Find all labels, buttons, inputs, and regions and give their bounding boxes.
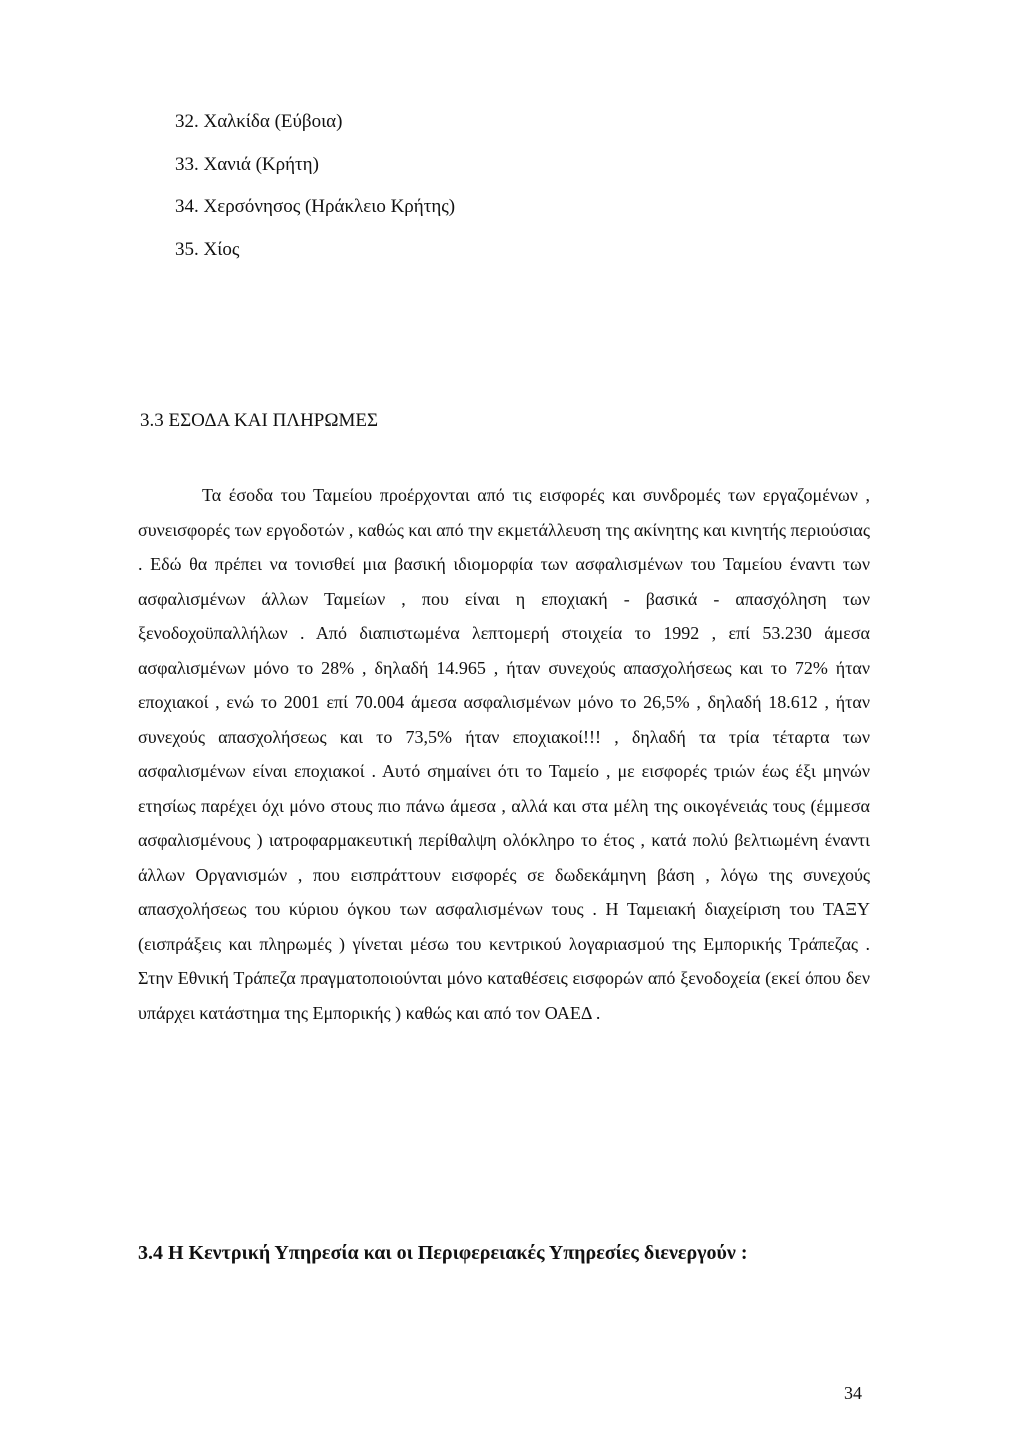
section-heading-2: 3.4 Η Κεντρική Υπηρεσία και οι Περιφερειακές Υπηρεσίες διενεργούν : xyxy=(138,1242,748,1264)
location-list xyxy=(175,112,455,282)
page-number: 34 xyxy=(844,1383,862,1403)
body-paragraph: Τα έσοδα του Ταμείου προέρχονται από τις εισφορές και συνδρομές των εργαζομένων , συνεισφορές των εργοδοτών , καθώς και από την εκμετάλλευση της ακίνητης και κινητής περιούσιας . Εδώ θα πρέπει να τονισθεί μια βασική ιδιομορφία των ασφαλισμένων του Ταμείου έναντι των ασφαλισμένων άλλων Ταμείων , που είναι η εποχιακή - βασικά - απασχόληση των ξενοδοχοϋπαλλήλων . Από διαπιστωμένα λεπτομερή στοιχεία το 1992 , επί 53.230 άμεσα ασφαλισμένων μόνο το 28% , δηλαδή 14.965 , ήταν συνεχούς απασχολήσεως και το 72% ήταν εποχιακοί , ενώ το 2001 επί 70.004 άμεσα ασφαλισμένων μόνο το 26,5% , δηλαδή 18.612 , ήταν συνεχούς απασχολήσεως και το 73,5% ήταν εποχιακοί!!! , δηλαδή τα τρία τέταρτα των ασφαλισμένων είναι εποχιακοί . Αυτό σημαίνει ότι το Ταμείο , με εισφορές τριών έως έξι μηνών ετησίως παρέχει όχι μόνο στους πιο πάνω άμεσα , αλλά και στα μέλη της οικογένειάς τους (έμμεσα ασφαλισμένους ) ιατροφαρμακευτική περίθαλψη ολόκληρο το έτος , κατά πολύ βελτιωμένη έναντι άλλων Οργανισμών , που εισπράττουν εισφορές σε δωδεκάμηνη βάση , λόγω της συνεχούς απασχολήσεως του κύριου όγκου των ασφαλισμένων τους . Η Ταμειακή διαχείριση του ΤΑΞΥ (εισπράξεις και πληρωμές ) γίνεται μέσω του κεντρικού λογαριασμού της Εμπορικής Τράπεζας . Στην Εθνική Τράπεζα πραγματοποιούνται μόνο καταθέσεις εισφορών από ξενοδοχεία (εκεί όπου δεν υπάρχει κατάστημα της Εμπορικής ) καθώς και από τον ΟΑΕΔ . xyxy=(138,485,870,1023)
section-heading: 3.3 ΕΣΟΔΑ ΚΑΙ ΠΛΗΡΩΜΕΣ xyxy=(140,410,379,431)
list-item: 34. Χερσόνησος (Ηράκλειο Κρήτης) xyxy=(175,196,456,217)
list-item: 32. Χαλκίδα (Εύβοια) xyxy=(175,111,343,132)
list-item: 35. Χίος xyxy=(175,238,240,260)
list-item: 33. Χανιά (Κρήτη) xyxy=(175,153,319,175)
